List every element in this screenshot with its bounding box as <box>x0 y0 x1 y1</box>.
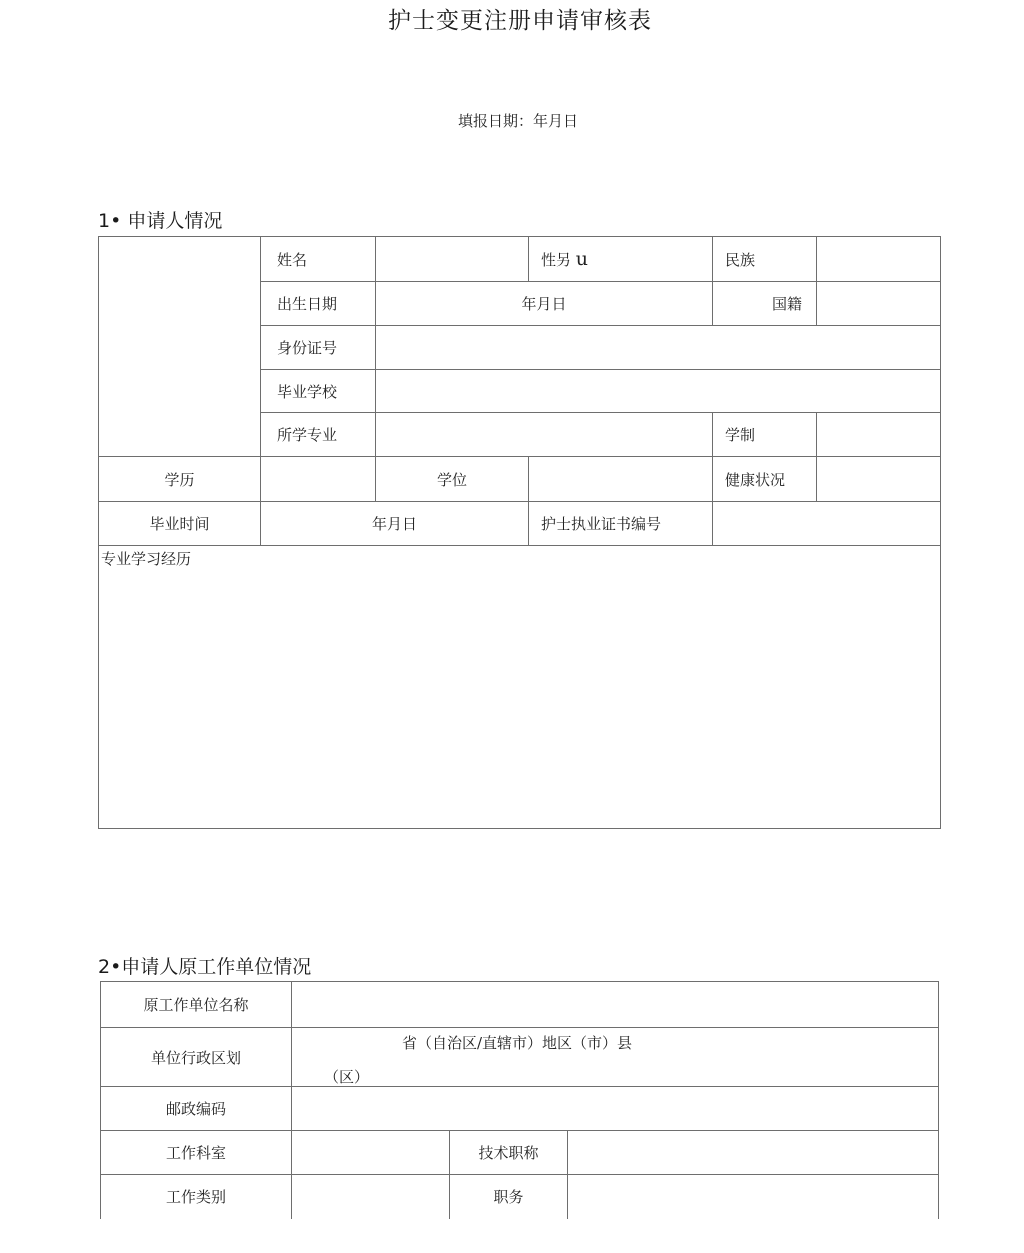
gender-label <box>529 237 713 282</box>
nationality-label: 国籍 <box>713 282 817 326</box>
graduation-time-field[interactable]: 年月日 <box>261 502 529 546</box>
postal-code-field[interactable] <box>292 1087 939 1131</box>
previous-employer-table <box>100 981 939 1219</box>
license-number-field[interactable] <box>713 502 941 546</box>
license-number-label: 护士执业证书编号 <box>529 502 713 546</box>
position-field[interactable] <box>568 1175 939 1219</box>
name-label: 姓名 <box>261 237 376 282</box>
ethnicity-label: 民族 <box>713 237 817 282</box>
education-field[interactable] <box>261 457 376 502</box>
position-label: 职务 <box>450 1175 568 1219</box>
school-system-field[interactable] <box>817 413 941 457</box>
work-type-field[interactable] <box>292 1175 450 1219</box>
admin-division-line2: （区） <box>324 1068 370 1086</box>
title-label: 技术职称 <box>450 1131 568 1175</box>
fill-date: 填报日期：年月日 <box>457 112 578 130</box>
id-number-field[interactable] <box>376 326 941 370</box>
school-system-label: 学制 <box>713 413 817 457</box>
major-field[interactable] <box>376 413 713 457</box>
admin-division-line1: 省（自治区/直辖市）地区（市）县 <box>402 1034 633 1052</box>
postal-code-label: 邮政编码 <box>101 1087 292 1131</box>
ethnicity-field[interactable] <box>817 237 941 282</box>
study-experience-label: 专业学习经历 <box>101 550 192 568</box>
health-field[interactable] <box>817 457 941 502</box>
department-label: 工作科室 <box>101 1131 292 1175</box>
form-title: 护士变更注册申请审核表 <box>388 8 652 34</box>
nationality-field[interactable] <box>817 282 941 326</box>
work-type-label: 工作类别 <box>101 1175 292 1219</box>
study-experience-field[interactable] <box>99 546 941 829</box>
section-2-heading: 2•申请人原工作单位情况 <box>98 956 312 978</box>
major-label: 所学专业 <box>261 413 376 457</box>
admin-division-field[interactable] <box>292 1028 939 1087</box>
section-1-heading: 1• 申请人情况 <box>98 210 223 232</box>
education-label: 学历 <box>99 457 261 502</box>
birth-date-label: 出生日期 <box>261 282 376 326</box>
gender-label-text: 性另 <box>541 251 572 269</box>
school-field[interactable] <box>376 370 941 413</box>
unit-name-field[interactable] <box>292 982 939 1028</box>
name-field[interactable] <box>376 237 529 282</box>
id-number-label: 身份证号 <box>261 326 376 370</box>
degree-label: 学位 <box>376 457 529 502</box>
graduation-time-label: 毕业时间 <box>99 502 261 546</box>
school-label: 毕业学校 <box>261 370 376 413</box>
health-label: 健康状况 <box>713 457 817 502</box>
degree-field[interactable] <box>529 457 713 502</box>
unit-name-label: 原工作单位名称 <box>101 982 292 1028</box>
photo-box[interactable] <box>99 237 261 457</box>
admin-division-label: 单位行政区划 <box>101 1028 292 1087</box>
gender-mark: u <box>575 248 589 270</box>
department-field[interactable] <box>292 1131 450 1175</box>
birth-date-field[interactable]: 年月日 <box>376 282 713 326</box>
title-field[interactable] <box>568 1131 939 1175</box>
applicant-info-table <box>98 236 941 829</box>
